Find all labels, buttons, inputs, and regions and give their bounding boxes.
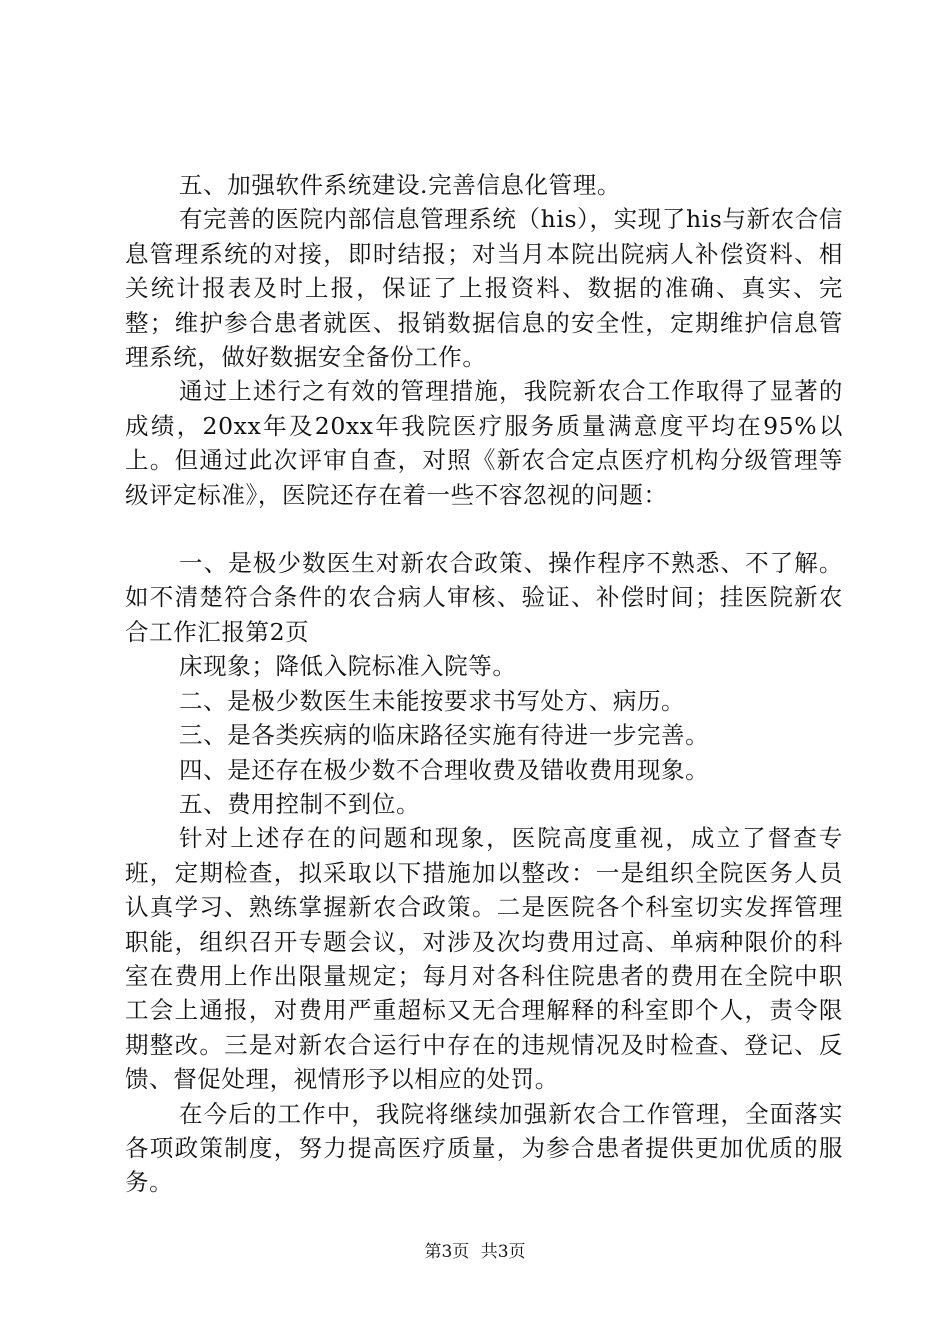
body-paragraph: 针对上述存在的问题和现象，医院高度重视，成立了督查专班，定期检查，拟采取以下措施加以整改：一是组织全院医务人员认真学习、熟练掌握新农合政策。二是医院各个科室切实发挥管理职能，组织召开专题会议，对涉及次均费用过高、单病种限价的科室在费用上作出限量规定；每月对各科住院患者的费用在全院中职工会上通报，对费用严重超标又无合理解释的科室即个人，责令限期整改。三是对新农合运行中存在的违规情况及时检查、登记、反馈、督促处理，视情形予以相应的处罚。 <box>125 824 843 1094</box>
document-body <box>125 168 843 1200</box>
paragraph-spacer <box>125 512 843 546</box>
issue-item-continued: 床现象；降低入院标准入院等。 <box>179 652 517 681</box>
issue-item: 二、是极少数医生未能按要求书写处方、病历。 <box>179 686 686 715</box>
page-number-total: 共3页 <box>480 1242 526 1262</box>
issue-item: 三、是各类疾病的临床路径实施有待进一步完善。 <box>179 721 710 750</box>
closing-paragraph: 在今后的工作中，我院将继续加强新农合工作管理，全面落实各项政策制度，努力提高医疗质量，为参合患者提供更加优质的服务。 <box>125 1099 843 1197</box>
body-paragraph: 有完善的医院内部信息管理系统（his），实现了his与新农合信息管理系统的对接，即时结报；对当月本院出院病人补偿资料、相关统计报表及时上报，保证了上报资料、数据的准确、真实、完整；维护参合患者就医、报销数据信息的安全性，定期维护信息管理系统，做好数据安全备份工作。 <box>125 205 843 372</box>
body-paragraph: 通过上述行之有效的管理措施，我院新农合工作取得了显著的成绩，20xx年及20xx年我院医疗服务质量满意度平均在95%以上。但通过此次评审自查，对照《新农合定点医疗机构分级管理等级评定标准》，医院还存在着一些不容忽视的问题： <box>125 377 843 509</box>
page-footer <box>0 1242 950 1262</box>
issue-item: 四、是还存在极少数不合理收费及错收费用现象。 <box>179 755 710 784</box>
page-number-current: 第3页 <box>424 1242 470 1262</box>
issue-item: 一、是极少数医生对新农合政策、操作程序不熟悉、不了解。如不清楚符合条件的农合病人审核、验证、补偿时间；挂医院新农合工作汇报第2页 <box>125 549 843 646</box>
issue-item: 五、费用控制不到位。 <box>179 789 421 818</box>
section-heading: 五、加强软件系统建设.完善信息化管理。 <box>179 171 621 199</box>
